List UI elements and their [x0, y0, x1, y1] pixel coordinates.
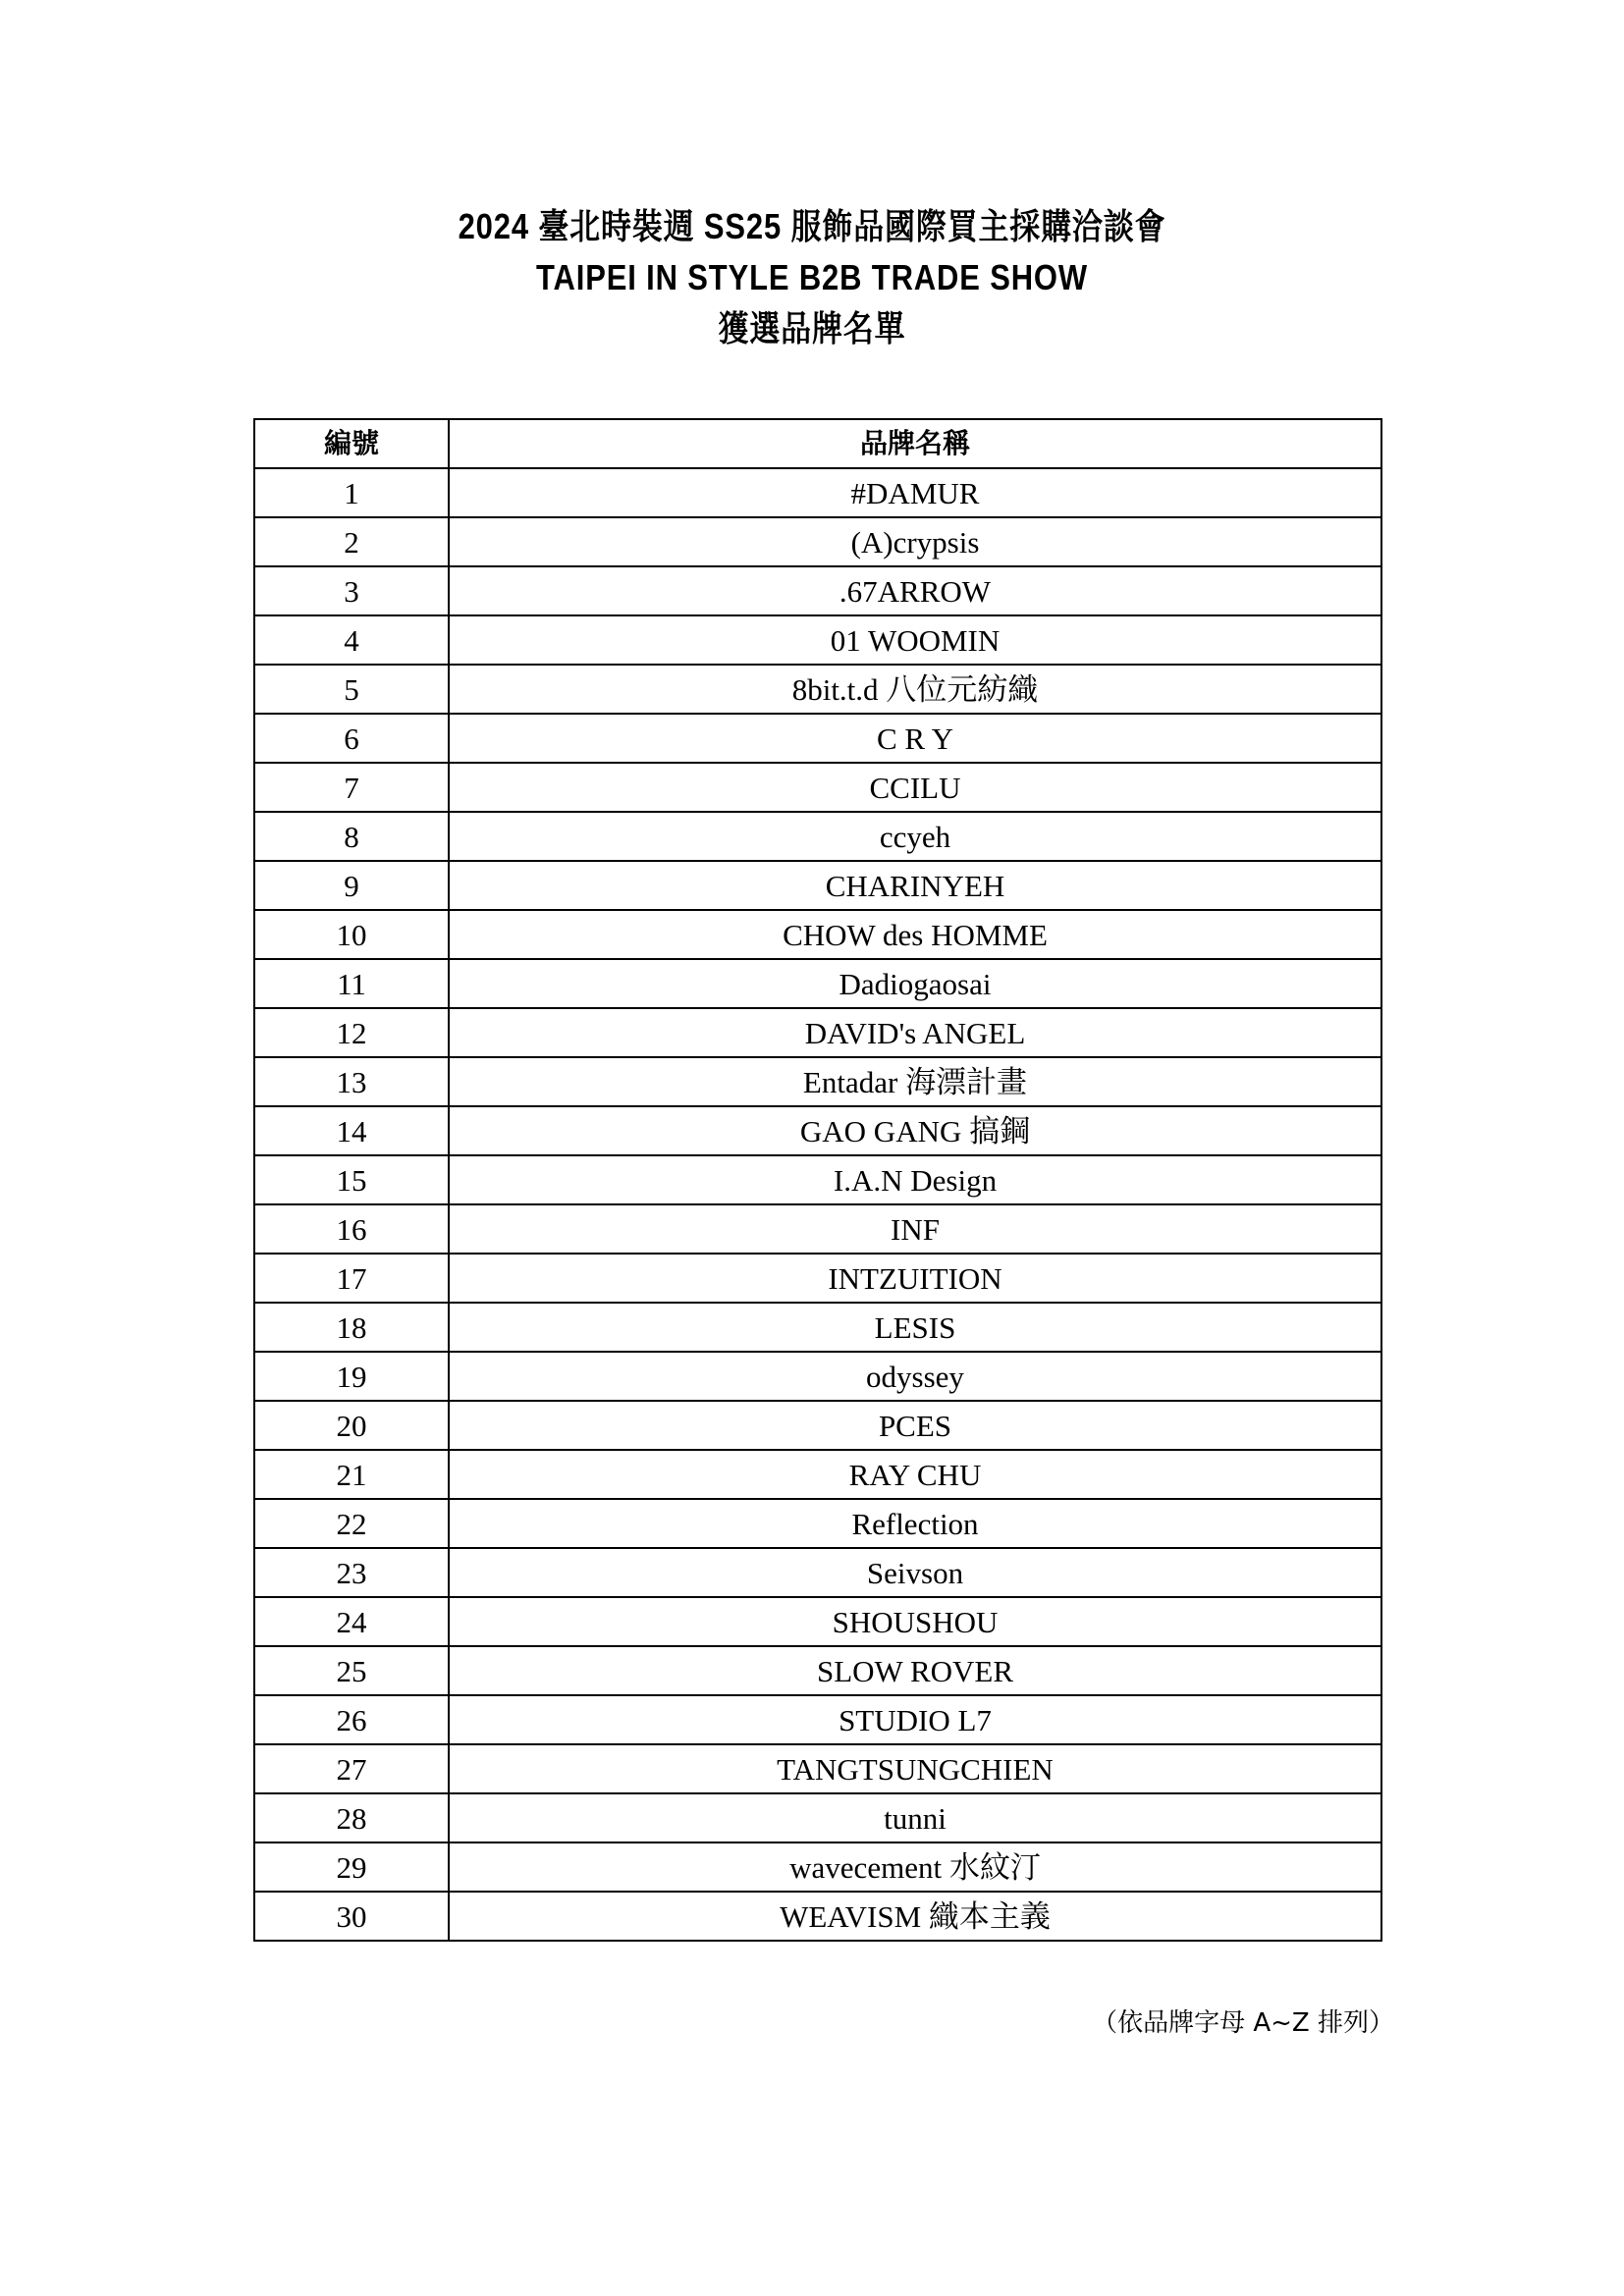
- row-brand-name: C R Y: [449, 714, 1381, 763]
- row-number: 23: [254, 1548, 449, 1597]
- row-brand-name: PCES: [449, 1401, 1381, 1450]
- row-number: 11: [254, 959, 449, 1008]
- document-title-chinese: 2024 臺北時裝週 SS25 服飾品國際買主採購洽談會: [458, 206, 1166, 246]
- document-title-block: [0, 201, 1624, 354]
- row-brand-name: DAVID's ANGEL: [449, 1008, 1381, 1057]
- row-number: 8: [254, 812, 449, 861]
- row-number: 15: [254, 1155, 449, 1204]
- row-brand-name: SHOUSHOU: [449, 1597, 1381, 1646]
- row-brand-name: 8bit.t.d 八位元紡織: [449, 665, 1381, 714]
- table-row: [254, 1646, 1381, 1695]
- table-row: [254, 1450, 1381, 1499]
- row-number: 19: [254, 1352, 449, 1401]
- row-brand-name: Seivson: [449, 1548, 1381, 1597]
- sort-order-note: （依品牌字母 A~Z 排列）: [1092, 2008, 1394, 2038]
- table-row: [254, 1008, 1381, 1057]
- table-row: [254, 714, 1381, 763]
- table-row: [254, 1842, 1381, 1892]
- row-number: 29: [254, 1842, 449, 1892]
- row-brand-name: .67ARROW: [449, 566, 1381, 615]
- row-brand-name: wavecement 水紋汀: [449, 1842, 1381, 1892]
- table-row: [254, 861, 1381, 910]
- table-header-row: [254, 419, 1381, 468]
- table-row: [254, 1892, 1381, 1941]
- row-brand-name: CHARINYEH: [449, 861, 1381, 910]
- row-number: 4: [254, 615, 449, 665]
- row-brand-name: Reflection: [449, 1499, 1381, 1548]
- row-number: 12: [254, 1008, 449, 1057]
- table-row: [254, 1155, 1381, 1204]
- table-row: [254, 910, 1381, 959]
- row-number: 21: [254, 1450, 449, 1499]
- row-number: 26: [254, 1695, 449, 1744]
- brand-rows: [254, 468, 1381, 1941]
- row-number: 28: [254, 1793, 449, 1842]
- row-number: 16: [254, 1204, 449, 1254]
- document-title-english: TAIPEI IN STYLE B2B TRADE SHOW: [536, 257, 1088, 297]
- header-brand-name: 品牌名稱: [449, 419, 1381, 468]
- row-brand-name: Dadiogaosai: [449, 959, 1381, 1008]
- row-brand-name: STUDIO L7: [449, 1695, 1381, 1744]
- row-number: 5: [254, 665, 449, 714]
- row-brand-name: Entadar 海漂計畫: [449, 1057, 1381, 1106]
- table-row: [254, 517, 1381, 566]
- row-number: 30: [254, 1892, 449, 1941]
- table-row: [254, 1204, 1381, 1254]
- row-number: 14: [254, 1106, 449, 1155]
- row-brand-name: I.A.N Design: [449, 1155, 1381, 1204]
- row-number: 9: [254, 861, 449, 910]
- row-number: 10: [254, 910, 449, 959]
- row-number: 24: [254, 1597, 449, 1646]
- row-number: 6: [254, 714, 449, 763]
- row-brand-name: INTZUITION: [449, 1254, 1381, 1303]
- row-brand-name: RAY CHU: [449, 1450, 1381, 1499]
- table-row: [254, 1057, 1381, 1106]
- row-brand-name: (A)crypsis: [449, 517, 1381, 566]
- table-row: [254, 615, 1381, 665]
- row-brand-name: ccyeh: [449, 812, 1381, 861]
- row-brand-name: LESIS: [449, 1303, 1381, 1352]
- row-number: 22: [254, 1499, 449, 1548]
- table-row: [254, 1793, 1381, 1842]
- table-row: [254, 1254, 1381, 1303]
- table-row: [254, 812, 1381, 861]
- row-number: 27: [254, 1744, 449, 1793]
- row-brand-name: odyssey: [449, 1352, 1381, 1401]
- table-row: [254, 763, 1381, 812]
- row-brand-name: #DAMUR: [449, 468, 1381, 517]
- table-row: [254, 1744, 1381, 1793]
- row-number: 13: [254, 1057, 449, 1106]
- table-row: [254, 1499, 1381, 1548]
- row-number: 7: [254, 763, 449, 812]
- row-brand-name: CCILU: [449, 763, 1381, 812]
- row-number: 3: [254, 566, 449, 615]
- row-number: 20: [254, 1401, 449, 1450]
- row-brand-name: CHOW des HOMME: [449, 910, 1381, 959]
- table-row: [254, 1548, 1381, 1597]
- row-brand-name: WEAVISM 織本主義: [449, 1892, 1381, 1941]
- row-brand-name: tunni: [449, 1793, 1381, 1842]
- row-number: 1: [254, 468, 449, 517]
- table-row: [254, 1303, 1381, 1352]
- table-row: [254, 1597, 1381, 1646]
- table-row: [254, 1695, 1381, 1744]
- row-brand-name: TANGTSUNGCHIEN: [449, 1744, 1381, 1793]
- document-subtitle: 獲選品牌名單: [718, 308, 906, 348]
- table-row: [254, 665, 1381, 714]
- row-number: 2: [254, 517, 449, 566]
- table-row: [254, 959, 1381, 1008]
- table-row: [254, 566, 1381, 615]
- row-brand-name: GAO GANG 搞鋼: [449, 1106, 1381, 1155]
- row-brand-name: SLOW ROVER: [449, 1646, 1381, 1695]
- row-brand-name: 01 WOOMIN: [449, 615, 1381, 665]
- row-brand-name: INF: [449, 1204, 1381, 1254]
- table-row: [254, 1106, 1381, 1155]
- brand-list-table: [253, 418, 1382, 1942]
- header-number: 編號: [254, 419, 449, 468]
- table-row: [254, 1401, 1381, 1450]
- table-row: [254, 468, 1381, 517]
- table-row: [254, 1352, 1381, 1401]
- row-number: 17: [254, 1254, 449, 1303]
- row-number: 25: [254, 1646, 449, 1695]
- row-number: 18: [254, 1303, 449, 1352]
